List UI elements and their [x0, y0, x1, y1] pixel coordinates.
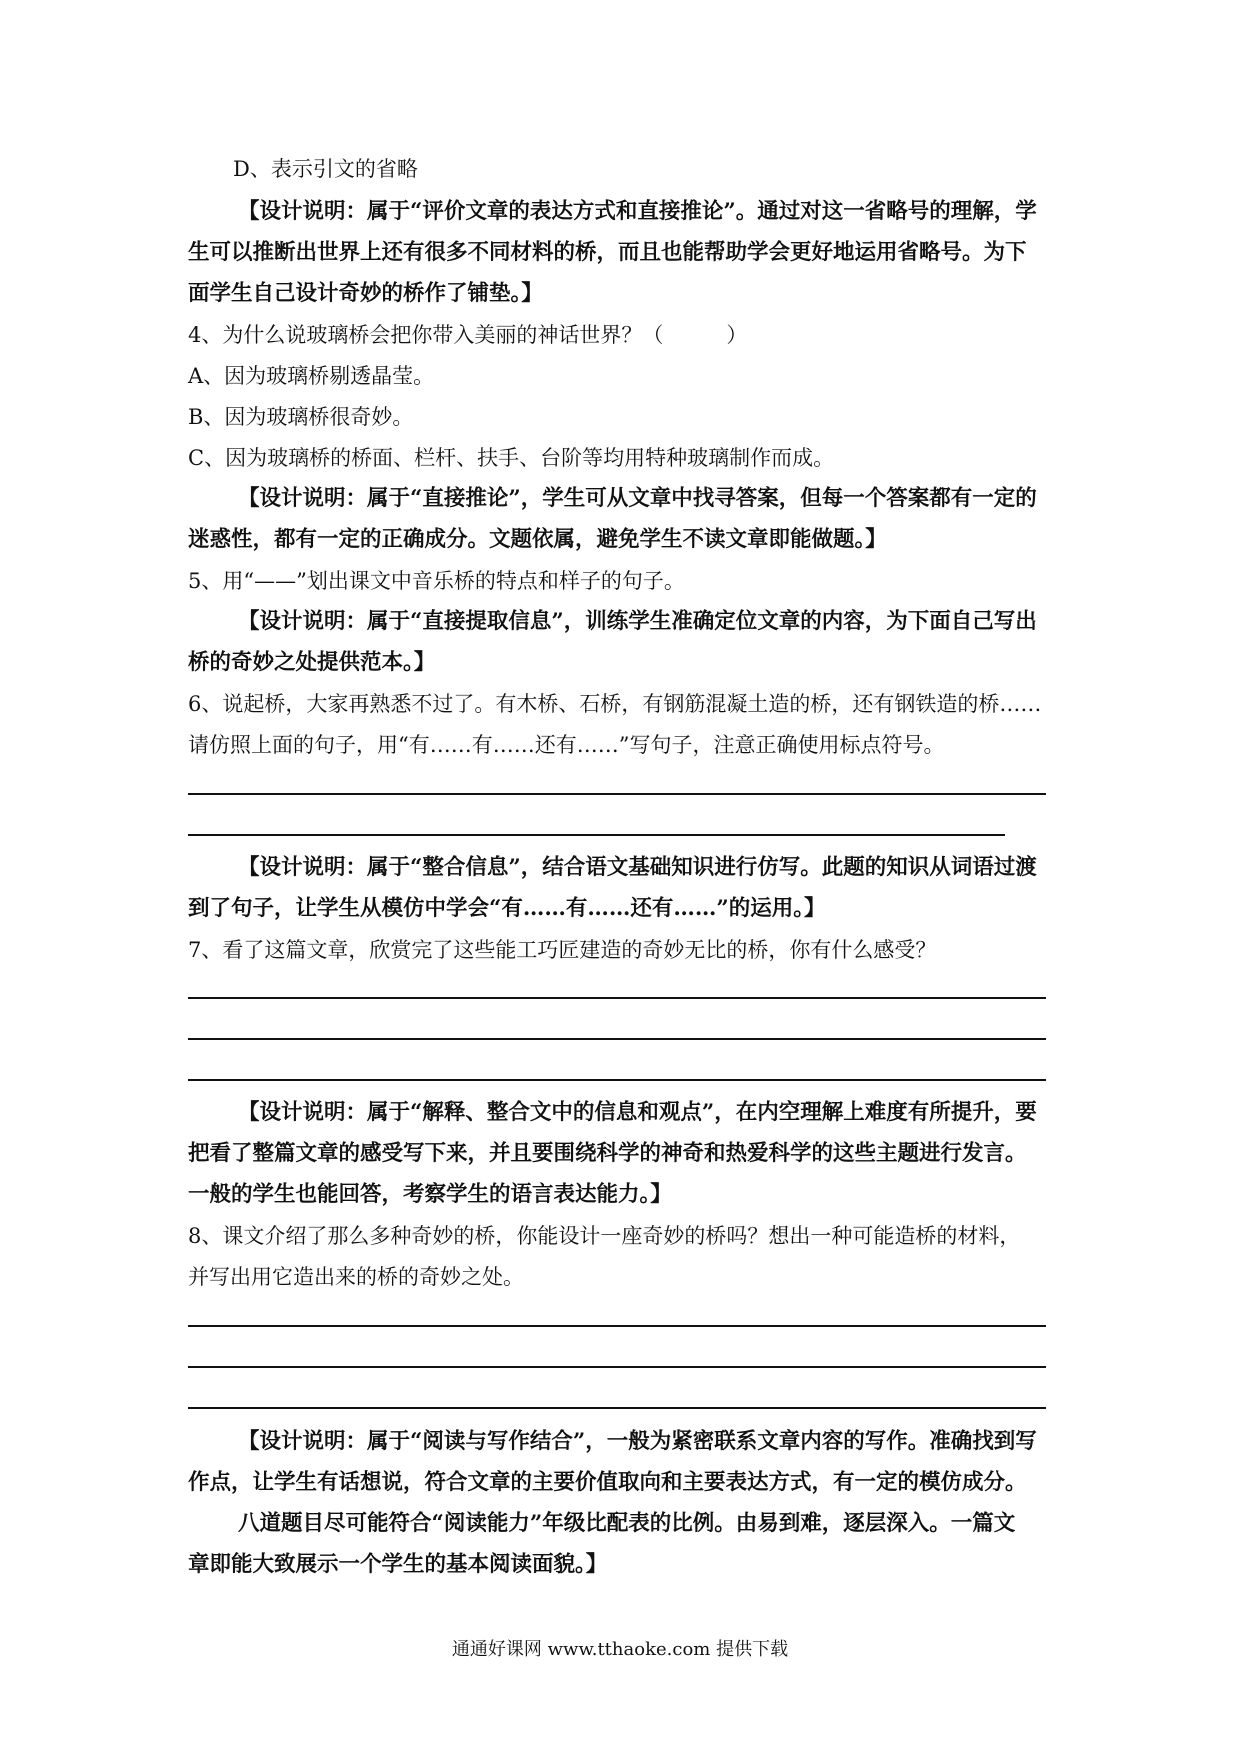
answer-line [188, 1325, 1046, 1327]
design-note-7-line-3: 一般的学生也能回答，考察学生的语言表达能力。】 [188, 1182, 672, 1207]
question-8-line-1: 8、课文介绍了那么多种奇妙的桥，你能设计一座奇妙的桥吗？想出一种可能造桥的材料， [188, 1224, 1021, 1248]
answer-line [188, 997, 1046, 999]
design-note-8-line-1: 【设计说明：属于“阅读与写作结合”，一般为紧密联系文章内容的写作。准确找到写 [238, 1429, 1037, 1454]
question-6-line-1: 6、说起桥，大家再熟悉不过了。有木桥、石桥，有钢筋混凝土造的桥，还有钢铁造的桥…… [188, 692, 1042, 716]
design-note-4-line-2: 迷惑性，都有一定的正确成分。文题依属，避免学生不读文章即能做题。】 [188, 527, 887, 552]
summary-line-2: 章即能大致展示一个学生的基本阅读面貌。】 [188, 1552, 608, 1577]
answer-line [188, 1366, 1046, 1368]
question-5: 5、用“——”划出课文中音乐桥的特点和样子的句子。 [188, 569, 685, 593]
question-7: 7、看了这篇文章，欣赏完了这些能工巧匠建造的奇妙无比的桥，你有什么感受？ [188, 938, 937, 962]
design-note-6-line-2: 到了句子，让学生从模仿中学会“有……有……还有……”的运用。】 [188, 896, 826, 921]
design-note-3-line-3: 面学生自己设计奇妙的桥作了铺垫。】 [188, 281, 543, 306]
design-note-7-line-2: 把看了整篇文章的感受写下来，并且要围绕科学的神奇和热爱科学的这些主题进行发言。 [188, 1141, 1027, 1166]
question-6-line-2: 请仿照上面的句子，用“有……有……还有……”写句子，注意正确使用标点符号。 [188, 733, 945, 757]
option-d: D、表示引文的省略 [233, 157, 418, 181]
question-8-line-2: 并写出用它造出来的桥的奇妙之处。 [188, 1265, 524, 1289]
design-note-7-line-1: 【设计说明：属于“解释、整合文中的信息和观点”，在内空理解上难度有所提升，要 [238, 1100, 1037, 1125]
design-note-4-line-1: 【设计说明：属于“直接推论”，学生可从文章中找寻答案，但每一个答案都有一定的 [238, 486, 1037, 511]
page-footer: 通通好课网 www.tthaoke.com 提供下载 [451, 1639, 789, 1660]
question-4: 4、为什么说玻璃桥会把你带入美丽的神话世界？（ ） [188, 323, 748, 347]
option-a: A、因为玻璃桥剔透晶莹。 [188, 364, 435, 388]
option-c: C、因为玻璃桥的桥面、栏杆、扶手、台阶等均用特种玻璃制作而成。 [188, 446, 835, 470]
option-b: B、因为玻璃桥很奇妙。 [188, 405, 414, 429]
design-note-8-line-2: 作点，让学生有话想说，符合文章的主要价值取向和主要表达方式，有一定的模仿成分。 [188, 1470, 1027, 1495]
summary-line-1: 八道题目尽可能符合“阅读能力”年级比配表的比例。由易到难，逐层深入。一篇文 [238, 1511, 1016, 1536]
design-note-3-line-1: 【设计说明：属于“评价文章的表达方式和直接推论”。通过对这一省略号的理解，学 [238, 199, 1037, 224]
answer-line [188, 834, 1005, 836]
design-note-3-line-2: 生可以推断出世界上还有很多不同材料的桥，而且也能帮助学会更好地运用省略号。为下 [188, 240, 1027, 265]
design-note-5-line-1: 【设计说明：属于“直接提取信息”，训练学生准确定位文章的内容，为下面自己写出 [238, 609, 1037, 634]
answer-line [188, 793, 1046, 795]
design-note-5-line-2: 桥的奇妙之处提供范本。】 [188, 650, 436, 675]
design-note-6-line-1: 【设计说明：属于“整合信息”，结合语文基础知识进行仿写。此题的知识从词语过渡 [238, 855, 1037, 880]
answer-line [188, 1407, 1046, 1409]
answer-line [188, 1079, 1046, 1081]
answer-line [188, 1038, 1046, 1040]
